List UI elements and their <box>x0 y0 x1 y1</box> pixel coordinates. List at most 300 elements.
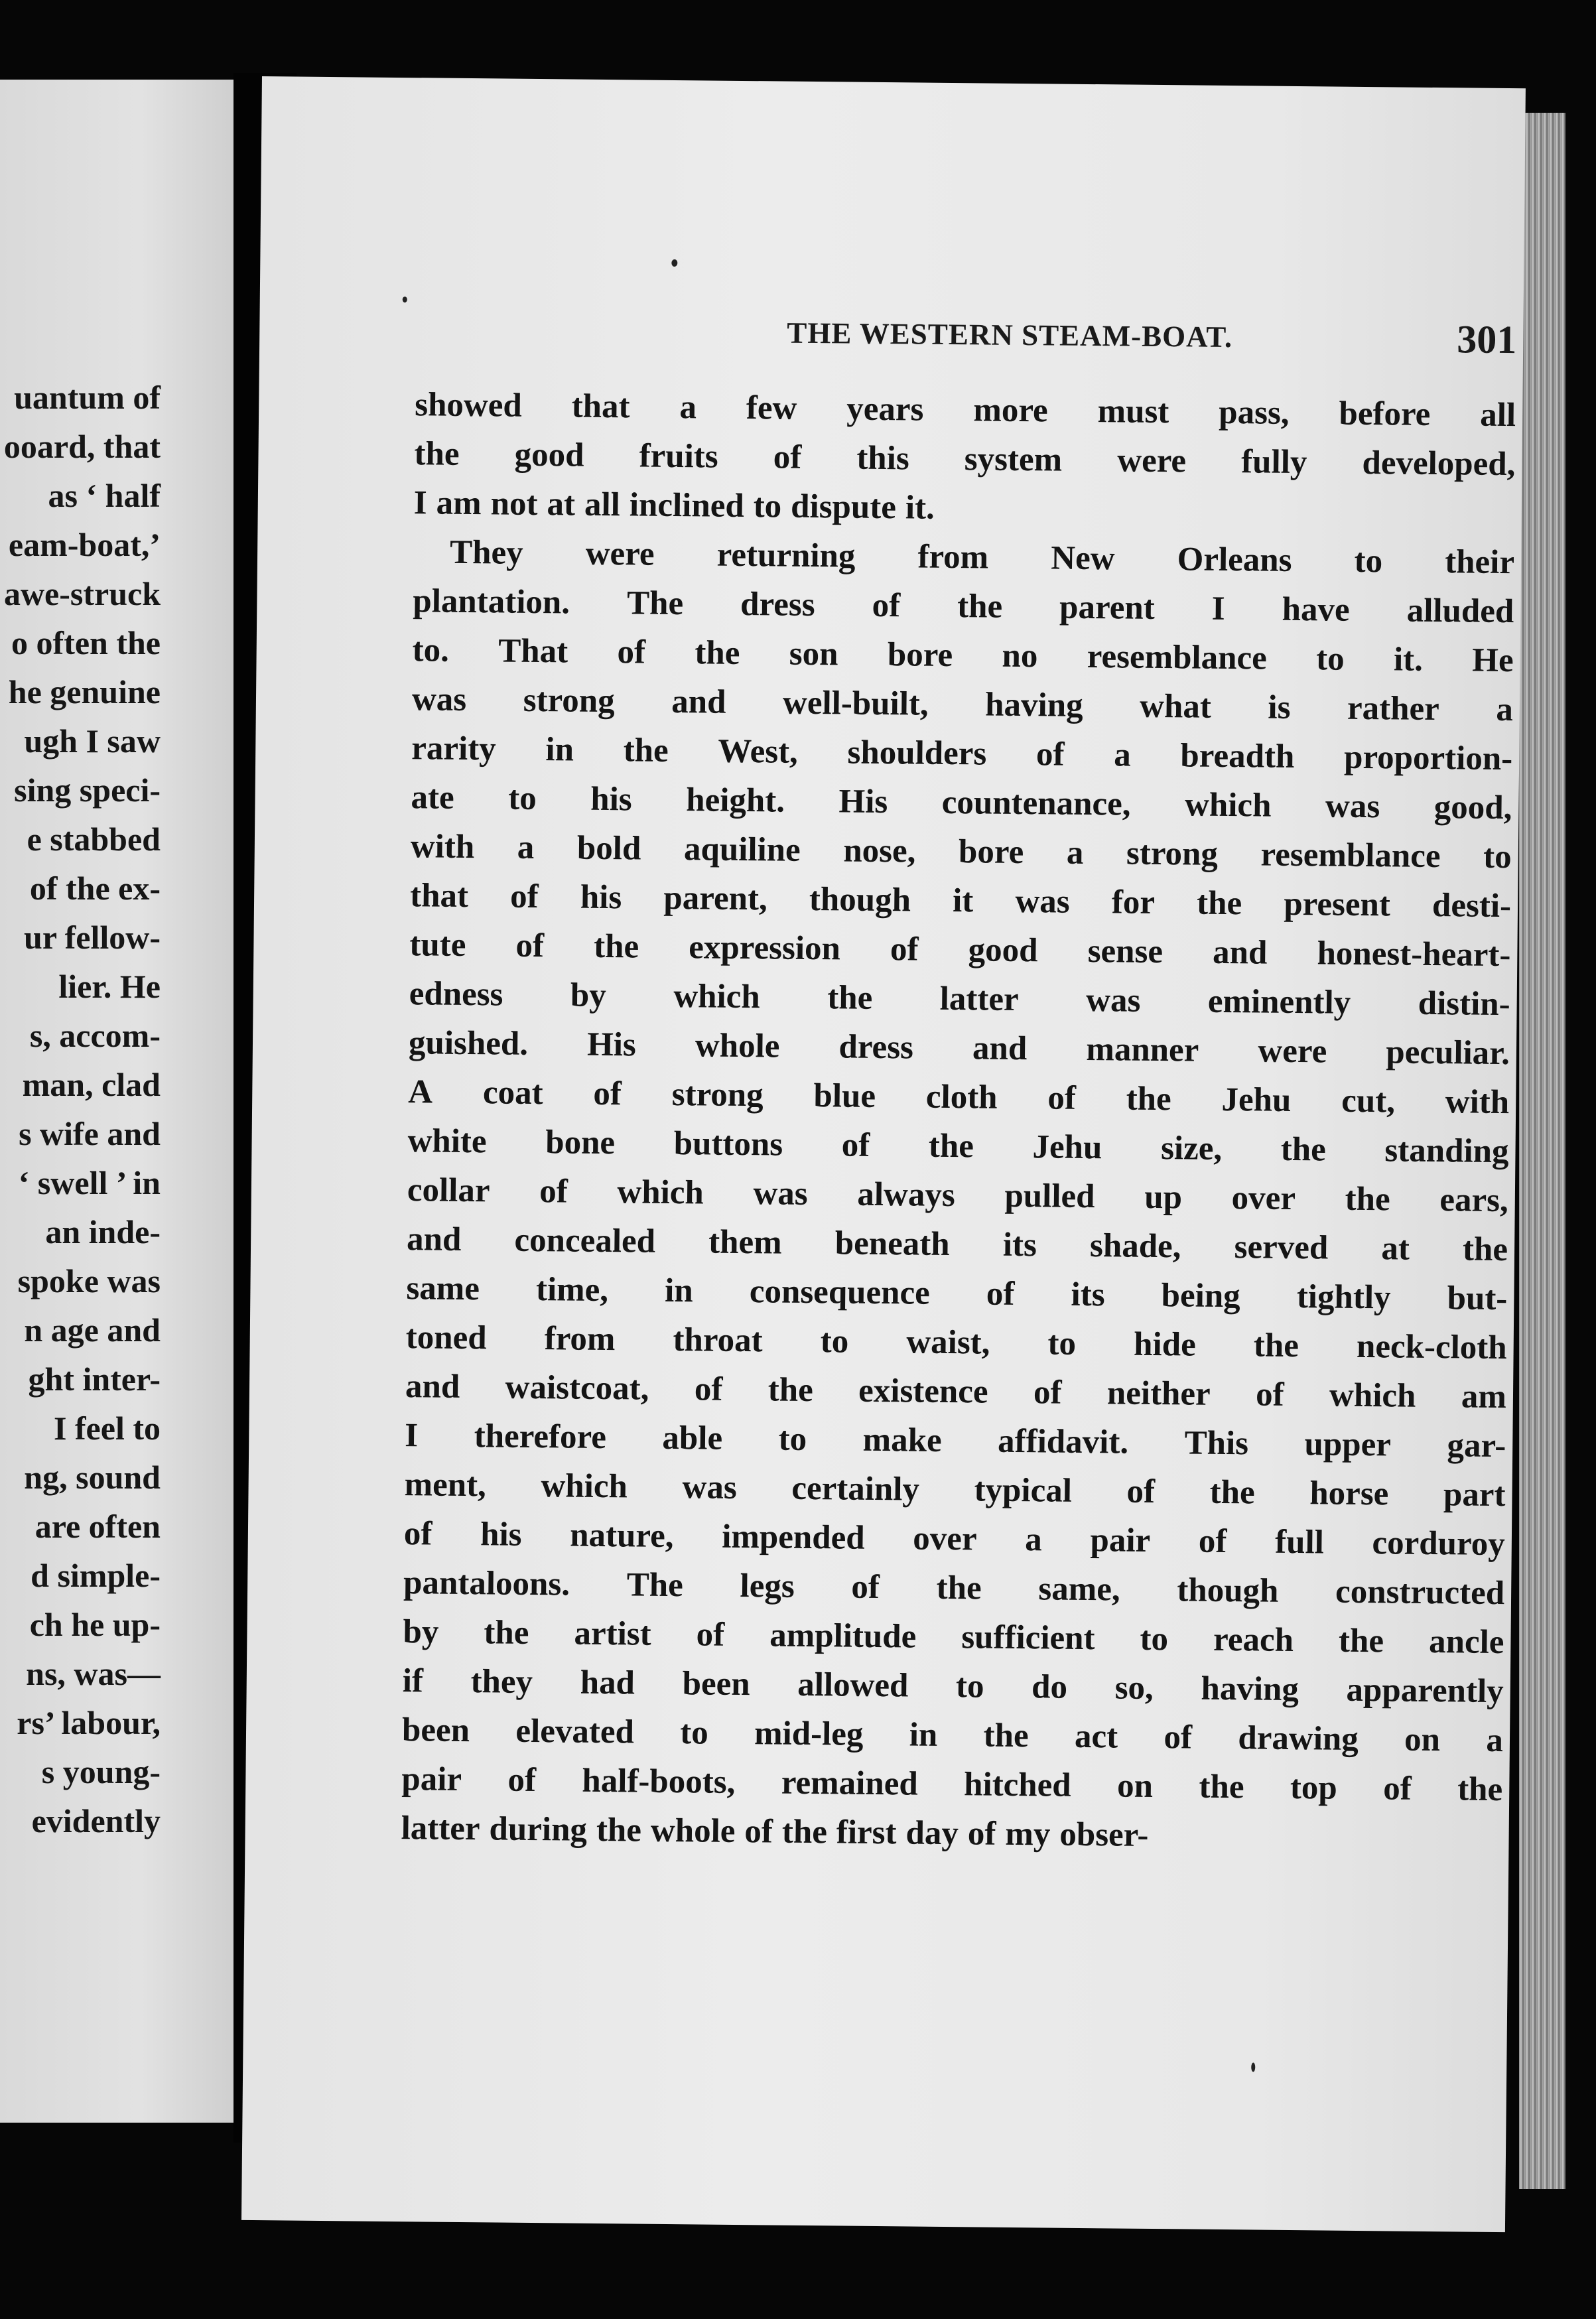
word: affidavit. <box>997 1422 1129 1461</box>
word: of <box>872 586 901 625</box>
running-title: THE WESTERN STEAM-BOAT. <box>787 316 1233 354</box>
word: the <box>1209 1473 1255 1512</box>
word: of <box>841 1126 870 1164</box>
word: cloth <box>925 1078 998 1116</box>
word: good <box>968 931 1038 970</box>
left-line: rs’ labour, <box>17 1704 161 1741</box>
word: from <box>544 1320 616 1358</box>
word: of <box>1164 1719 1193 1756</box>
left-line: man, clad <box>22 1066 161 1103</box>
word: the <box>1457 1770 1503 1809</box>
word: latter <box>939 980 1019 1019</box>
word: strong <box>1126 834 1219 873</box>
word: in <box>664 1272 694 1310</box>
word: throat <box>673 1321 763 1360</box>
left-line: an inde- <box>45 1213 161 1250</box>
word: bore <box>887 636 953 675</box>
word: to. <box>412 631 450 669</box>
word: the <box>695 634 740 672</box>
word: am <box>436 484 482 523</box>
left-line: d simple- <box>31 1557 161 1594</box>
word: existence <box>858 1372 988 1411</box>
word: do <box>1031 1668 1068 1706</box>
word: the <box>593 927 639 966</box>
word: first <box>836 1814 897 1852</box>
word: for <box>1111 884 1156 921</box>
left-line: ns, was— <box>26 1655 161 1692</box>
word: desti- <box>1431 886 1512 925</box>
word: bold <box>576 829 641 868</box>
word: in <box>909 1716 938 1754</box>
word: this <box>856 439 909 478</box>
word: time, <box>535 1271 609 1309</box>
word: which <box>617 1173 704 1212</box>
left-line: uantum of <box>14 379 161 416</box>
word: by <box>403 1613 439 1651</box>
word: latter <box>401 1810 480 1848</box>
left-line: eam-boat,’ <box>8 526 161 563</box>
word: developed, <box>1362 444 1516 484</box>
word: neither <box>1106 1374 1211 1413</box>
word: parent <box>1059 588 1156 627</box>
word: His <box>586 1026 637 1064</box>
ink-speck <box>671 259 677 267</box>
word: horse <box>1309 1475 1389 1513</box>
word: that <box>571 387 630 426</box>
word: bone <box>545 1124 616 1162</box>
word: blue <box>813 1077 876 1115</box>
word: They <box>449 533 523 572</box>
word: the <box>957 588 1003 626</box>
word: the <box>414 435 460 473</box>
word: pantaloons. <box>403 1564 570 1603</box>
word: what <box>1139 687 1212 726</box>
word: concealed <box>514 1221 656 1260</box>
word: which <box>1329 1376 1416 1415</box>
word: The <box>626 584 684 623</box>
word: the <box>1338 1622 1384 1660</box>
word: of <box>1035 736 1065 773</box>
word: upper <box>1304 1425 1392 1464</box>
word: plantation. <box>413 582 570 622</box>
word: been <box>401 1711 470 1750</box>
word: present <box>1284 885 1391 924</box>
word: to <box>955 1668 984 1705</box>
word: being <box>1161 1277 1240 1315</box>
word: though <box>809 880 911 919</box>
word: the <box>1196 884 1242 923</box>
left-line: e stabbed <box>27 821 161 858</box>
word: bore <box>958 833 1024 872</box>
word: top <box>1290 1768 1338 1807</box>
word: fully <box>1240 443 1307 482</box>
word: sense <box>1087 933 1164 971</box>
word: dress <box>838 1028 914 1067</box>
word: a <box>1496 691 1514 729</box>
word: same <box>406 1270 480 1308</box>
page-edges <box>1519 113 1565 2189</box>
word: no <box>1002 637 1038 675</box>
word: pair <box>401 1760 462 1799</box>
word: of <box>403 1515 432 1553</box>
word: the <box>623 732 669 769</box>
word: That <box>498 632 568 671</box>
word: of <box>1126 1473 1156 1511</box>
word: his <box>480 1516 522 1554</box>
word: dispute <box>790 488 897 527</box>
word: on <box>1404 1721 1441 1759</box>
word: ment, <box>404 1466 487 1504</box>
word: He <box>1472 641 1514 680</box>
word: of <box>1047 1079 1077 1117</box>
word: of <box>1255 1376 1284 1414</box>
word: of <box>509 878 539 916</box>
word: before <box>1339 395 1431 433</box>
word: was <box>682 1469 737 1506</box>
word: the <box>1462 1230 1508 1269</box>
word: the <box>781 1813 828 1851</box>
word: eminently <box>1207 982 1351 1022</box>
word: the <box>1199 1768 1244 1806</box>
word: elevated <box>515 1712 635 1751</box>
word: drawing <box>1238 1719 1359 1758</box>
word: that <box>409 877 469 915</box>
word: their <box>1444 543 1515 582</box>
word: fruits <box>639 437 718 476</box>
word: of <box>986 1275 1015 1313</box>
word: a <box>1025 1521 1043 1559</box>
word: at <box>1381 1230 1410 1268</box>
word: His <box>838 783 888 821</box>
word: to <box>753 488 782 525</box>
word: and <box>406 1221 462 1258</box>
word: all <box>1480 396 1516 434</box>
word: ate <box>411 779 454 817</box>
word: strong <box>671 1076 764 1114</box>
left-line: are often <box>34 1508 161 1545</box>
word: height. <box>685 781 785 820</box>
left-line: ur fellow- <box>24 919 161 956</box>
word: to <box>820 1323 849 1360</box>
word: years <box>846 390 924 429</box>
word: inclined <box>629 486 744 525</box>
word: good, <box>1433 789 1512 827</box>
word: to <box>507 779 537 818</box>
word: corduroy <box>1372 1524 1506 1563</box>
word: tute <box>409 926 466 964</box>
word: remained <box>781 1764 918 1803</box>
word: it. <box>905 489 935 527</box>
left-line: lier. He <box>58 968 161 1005</box>
word: over <box>913 1520 977 1558</box>
word: to <box>1140 1620 1169 1658</box>
word: guished. <box>408 1024 529 1063</box>
word: to <box>1047 1325 1077 1362</box>
word: of <box>507 1761 537 1800</box>
word: is <box>1268 689 1291 726</box>
word: the <box>1345 1180 1390 1219</box>
word: of <box>593 1075 622 1113</box>
word: therefore <box>474 1418 607 1457</box>
word: beneath <box>834 1225 950 1264</box>
word: and <box>972 1029 1028 1068</box>
left-line: sing speci- <box>14 771 161 809</box>
word: it. <box>1393 641 1424 679</box>
word: were <box>585 535 655 573</box>
word: a <box>1066 834 1084 872</box>
word: shade, <box>1089 1227 1181 1266</box>
word: the <box>1253 1327 1299 1365</box>
word: standing <box>1384 1132 1509 1171</box>
word: amplitude <box>769 1617 917 1656</box>
word: though <box>1177 1571 1279 1610</box>
word: nose, <box>843 832 916 870</box>
word: proportion- <box>1343 738 1513 778</box>
left-line: I feel to <box>53 1410 161 1447</box>
word: the <box>936 1569 982 1607</box>
left-line: awe-struck <box>3 575 161 612</box>
word: of <box>744 1813 773 1851</box>
word: his <box>580 878 622 917</box>
word: Orleans <box>1177 541 1292 579</box>
word: of <box>1198 1522 1227 1561</box>
word: waistcoat, <box>505 1368 649 1408</box>
left-line: evidently <box>31 1802 161 1839</box>
word: strong <box>523 681 615 720</box>
word: always <box>857 1175 956 1215</box>
word: nature, <box>569 1516 674 1556</box>
text-line <box>401 1804 1502 1863</box>
word: size, <box>1160 1130 1223 1167</box>
word: but- <box>1447 1280 1508 1318</box>
word: well-built, <box>782 684 929 723</box>
left-page-text <box>4 373 161 1845</box>
word: The <box>626 1566 684 1605</box>
word: legs <box>740 1567 795 1605</box>
left-line: ooard, that <box>3 428 161 465</box>
word: returning <box>716 536 856 575</box>
word: few <box>746 389 797 427</box>
left-line: of the ex- <box>29 870 161 907</box>
left-line: he genuine <box>8 673 161 710</box>
word: so, <box>1114 1669 1154 1707</box>
word: expression <box>689 929 841 968</box>
word: gar- <box>1447 1427 1506 1465</box>
word: rarity <box>411 730 496 768</box>
word: parent, <box>663 879 767 918</box>
word: of <box>1383 1770 1412 1808</box>
word: the <box>484 1614 529 1652</box>
word: resemblance <box>1087 637 1268 677</box>
word: whole <box>695 1027 780 1065</box>
word: to <box>1315 640 1345 678</box>
word: hitched <box>963 1766 1071 1804</box>
left-line: s young- <box>41 1753 161 1790</box>
word: its <box>1002 1226 1037 1264</box>
word: buttons <box>673 1125 783 1163</box>
word: resemblance <box>1260 836 1441 876</box>
word: This <box>1184 1424 1249 1463</box>
word: allowed <box>797 1666 909 1705</box>
word: which <box>1184 786 1272 825</box>
word: over <box>1231 1179 1296 1218</box>
word: collar <box>407 1171 490 1210</box>
word: typical <box>974 1471 1073 1510</box>
word: was <box>1085 981 1141 1020</box>
word: of <box>890 931 919 968</box>
word: having <box>1201 1670 1299 1709</box>
word: in <box>545 731 574 769</box>
left-line: as ‘ half <box>48 477 161 514</box>
word: neck-cloth <box>1356 1327 1507 1367</box>
word: toned <box>405 1319 487 1357</box>
word: was <box>411 681 467 719</box>
word: of <box>1033 1374 1062 1412</box>
word: peculiar. <box>1386 1033 1510 1073</box>
word: breadth <box>1180 737 1295 775</box>
left-line: o often the <box>11 624 161 661</box>
word: of <box>515 927 545 965</box>
left-line: n age and <box>24 1311 161 1349</box>
word: to <box>679 1714 708 1752</box>
word: and <box>1212 933 1268 972</box>
left-line: s, accom- <box>29 1017 161 1054</box>
word: I <box>405 1417 419 1455</box>
word: artist <box>574 1615 651 1653</box>
word: a <box>1486 1721 1504 1760</box>
word: hide <box>1133 1325 1197 1364</box>
word: same, <box>1038 1570 1120 1609</box>
word: were <box>1116 442 1187 480</box>
word: half-boots, <box>582 1762 736 1801</box>
word: the <box>928 1127 974 1165</box>
word: of <box>539 1173 568 1211</box>
word: of <box>967 1815 996 1853</box>
ink-speck <box>1251 2062 1255 2072</box>
word: and <box>671 683 726 721</box>
word: its <box>1071 1276 1105 1314</box>
word: dress <box>740 585 815 624</box>
body-text <box>401 380 1516 1863</box>
word: not <box>490 485 538 523</box>
word: Jehu <box>1221 1081 1292 1119</box>
word: certainly <box>791 1469 920 1508</box>
left-line: spoke was <box>17 1262 161 1299</box>
word: the <box>596 1811 642 1849</box>
word: day <box>905 1814 959 1853</box>
word: ears, <box>1439 1181 1509 1220</box>
word: part <box>1443 1476 1506 1514</box>
word: manner <box>1086 1030 1199 1069</box>
word: at <box>547 486 576 523</box>
word: act <box>1074 1717 1118 1756</box>
left-line: ugh I saw <box>24 722 161 760</box>
word: a <box>679 389 697 427</box>
word: pulled <box>1004 1177 1095 1216</box>
word: was <box>1325 787 1380 826</box>
word: to <box>1354 542 1383 580</box>
running-head <box>415 312 1517 369</box>
word: all <box>584 486 621 524</box>
word: been <box>682 1665 750 1703</box>
left-line: ‘ swell ’ in <box>18 1164 161 1201</box>
word: system <box>964 440 1063 479</box>
word: good <box>514 436 584 474</box>
word: distin- <box>1418 984 1510 1024</box>
word: the <box>1126 1080 1171 1118</box>
word: had <box>580 1664 635 1702</box>
word: apparently <box>1346 1671 1504 1711</box>
word: shoulders <box>847 734 987 773</box>
word: consequence <box>749 1273 931 1312</box>
left-line: ng, sound <box>24 1459 161 1496</box>
word: were <box>1258 1032 1327 1071</box>
word: to <box>778 1420 807 1458</box>
word: having <box>984 686 1083 724</box>
word: the <box>1280 1130 1327 1169</box>
word: of <box>694 1370 723 1408</box>
left-line: ght inter- <box>28 1360 161 1398</box>
page-number: 301 <box>1456 317 1517 362</box>
word: son <box>789 635 838 673</box>
left-facing-page <box>0 80 233 2123</box>
word: am <box>1461 1378 1507 1416</box>
word: white <box>407 1122 487 1161</box>
word: was <box>753 1175 808 1213</box>
word: countenance, <box>941 783 1131 823</box>
word: if <box>402 1662 424 1700</box>
word: pair <box>1090 1522 1151 1559</box>
word: whole <box>650 1812 736 1850</box>
word: I <box>413 484 427 522</box>
word: the <box>983 1717 1029 1755</box>
word: have <box>1282 590 1350 629</box>
word: West, <box>718 732 799 771</box>
word: cut, <box>1341 1082 1396 1120</box>
word: to <box>1483 838 1512 876</box>
left-line: ch he up- <box>29 1606 161 1643</box>
word: of <box>617 633 646 671</box>
word: by <box>570 976 607 1015</box>
word: pass, <box>1218 393 1290 432</box>
word: able <box>662 1419 723 1457</box>
word: coat <box>482 1074 543 1112</box>
word: a <box>1113 736 1132 774</box>
word: obser- <box>1059 1816 1149 1854</box>
word: from <box>917 538 989 576</box>
word: they <box>470 1663 533 1701</box>
word: his <box>590 780 632 819</box>
word: edness <box>409 975 503 1014</box>
word: my <box>1005 1815 1051 1853</box>
word: reach <box>1213 1621 1294 1660</box>
word: sufficient <box>961 1619 1095 1658</box>
right-page <box>241 76 1526 2232</box>
word: and <box>405 1368 460 1406</box>
word: the <box>767 1371 814 1410</box>
word: tightly <box>1296 1278 1391 1317</box>
word: ancle <box>1428 1623 1504 1662</box>
word: Jehu <box>1032 1128 1102 1167</box>
word: was <box>1015 882 1070 921</box>
word: aquiline <box>683 830 801 869</box>
word: waist, <box>906 1323 990 1362</box>
ink-speck <box>403 297 407 302</box>
word: the <box>827 979 873 1017</box>
word: rather <box>1347 689 1440 728</box>
word: a <box>517 828 535 866</box>
word: more <box>973 391 1048 430</box>
